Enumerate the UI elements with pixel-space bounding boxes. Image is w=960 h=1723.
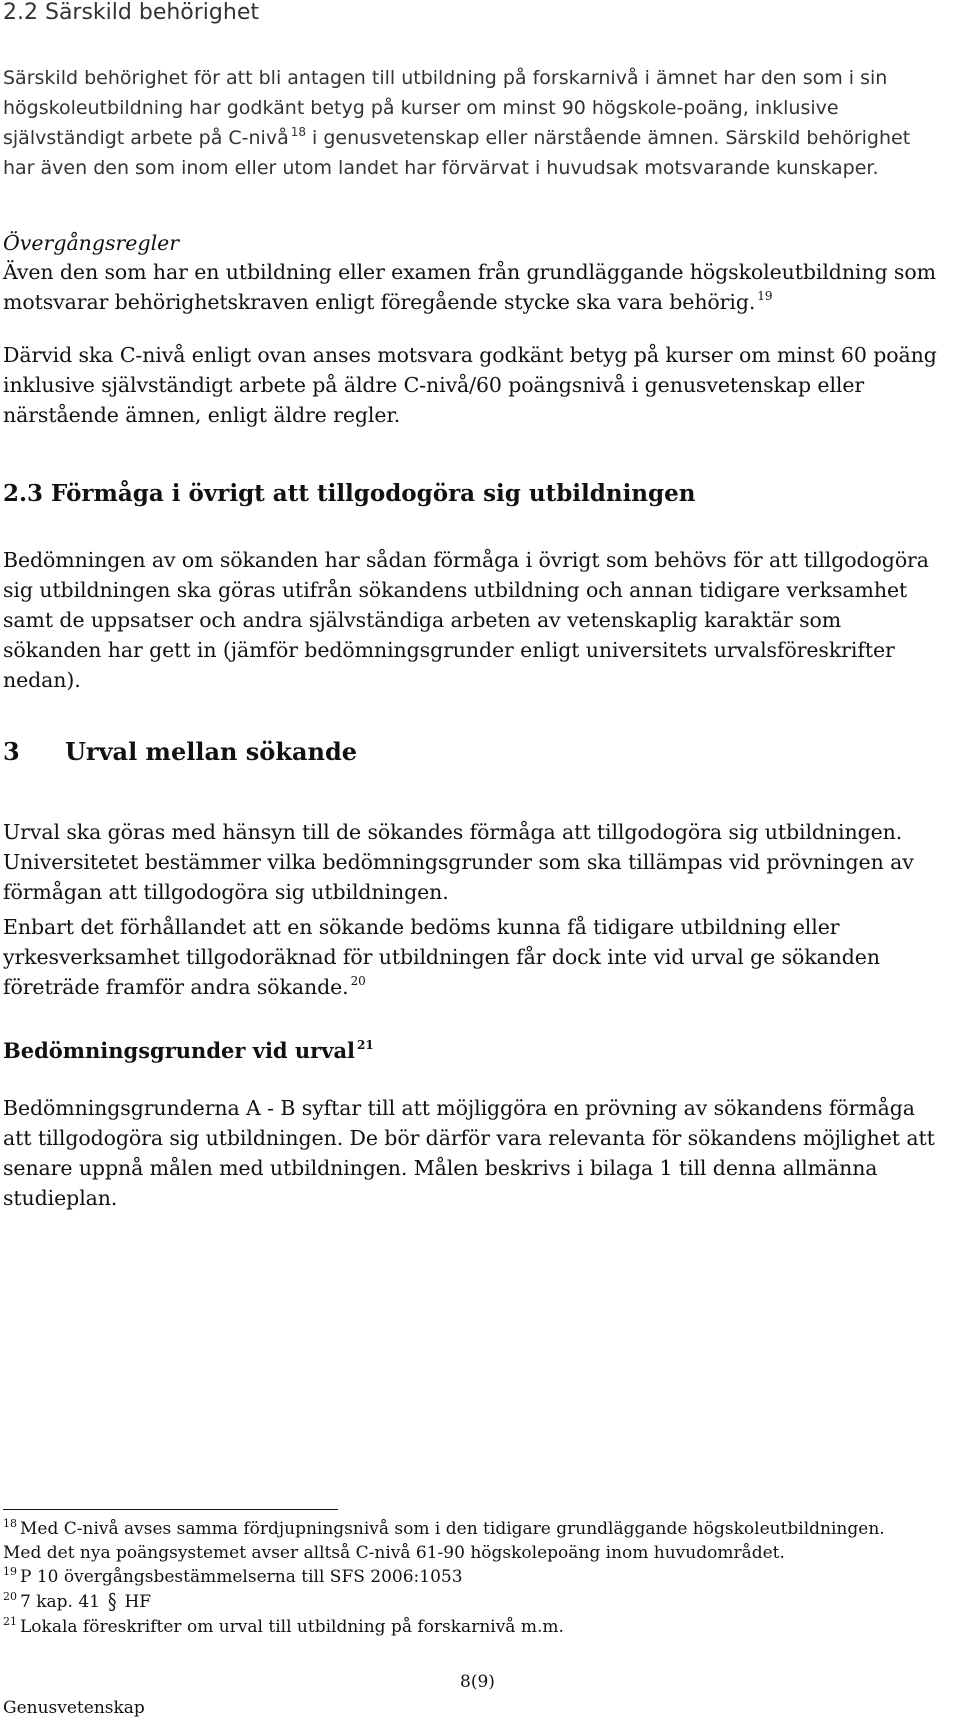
section-heading-3: [3, 736, 943, 768]
section-number: 3: [3, 737, 20, 766]
footnote-number: 21: [3, 1615, 17, 1628]
paragraph-selection: Urval ska göras med hänsyn till de sökandes förmåga att tillgodogöra sig utbildningen. Universitetet bestämmer vilka bedömningsgrunder som ska tillämpas vid prövningen av förmågan att tillgodogöra sig utbildningen.: [3, 820, 914, 904]
footnote-number: 18: [3, 1517, 17, 1530]
footnote-ref-21: 21: [357, 1038, 374, 1052]
footnote-text: P 10 övergångsbestämmelserna till SFS 2006:1053: [20, 1567, 463, 1587]
footnote-ref-18: 18: [290, 125, 307, 139]
footnote-21: [3, 1616, 943, 1638]
footnote-18-continued: [3, 1542, 943, 1564]
footnote-text: HF: [124, 1592, 152, 1612]
page-number: 8(9): [460, 1672, 495, 1692]
footnote-text: 7 kap. 41: [20, 1592, 100, 1612]
paragraph-criteria: Bedömningsgrunderna A - B syftar till att möjliggöra en prövning av sökandens förmåga att tillgodogöra sig utbildningen. De bör därför vara relevanta för sökandens möjlighet att senare uppnå målen med utbildningen. Målen beskrivs i bilaga 1 till denna allmänna studieplan.: [3, 1096, 935, 1210]
section-title: Urval mellan sökande: [65, 737, 357, 766]
paragraph-text: Särskild behörighet för att bli antagen till utbildning på forskarnivå i ämnet har den som i sin högskoleutbildning har godkänt betyg på kurser om minst 90 högskole-poäng, inklusive självständigt arbete på C-nivå: [3, 67, 888, 149]
footnote-20: [3, 1591, 943, 1613]
section-heading-2-2: 2.2 Särskild behörighet: [3, 0, 259, 25]
criteria-heading-text: Bedömningsgrunder vid urval: [3, 1038, 356, 1063]
paragraph-c-level: Därvid ska C-nivå enligt ovan anses motsvara godkänt betyg på kurser om minst 60 poäng inklusive självständigt arbete på äldre C-nivå/60 poängsnivå i genusvetenskap eller närstående ämnen, enligt äldre regler.: [3, 343, 937, 427]
paragraph-transition: [3, 257, 943, 317]
transition-rules-heading: Övergångsregler: [3, 231, 180, 255]
paragraph-special-eligibility: [3, 63, 943, 183]
paragraph-text: Enbart det förhållandet att en sökande bedöms kunna få tidigare utbildning eller yrkesverksamhet tillgodoräknad för utbildningen får dock inte vid urval ge sökanden företräde framför andra sökande.: [3, 915, 880, 999]
footnote-text: Med C-nivå avses samma fördjupningsnivå som i den tidigare grundläggande högskoleutbildningen.: [20, 1519, 885, 1539]
footnote-number: 20: [3, 1590, 17, 1603]
footnote-ref-20: 20: [350, 974, 366, 988]
footnote-divider: [3, 1509, 338, 1510]
footnote-18: [3, 1518, 943, 1540]
footnote-ref-19: 19: [757, 289, 773, 303]
criteria-heading: [3, 1036, 943, 1066]
section-symbol: §: [107, 1589, 117, 1615]
footnote-number: 19: [3, 1565, 17, 1578]
footnote-text: Med det nya poängsystemet avser alltså C-nivå 61-90 högskolepoäng inom huvudområdet.: [3, 1543, 785, 1563]
paragraph-ability-assessment: Bedömningen av om sökanden har sådan förmåga i övrigt som behövs för att tillgodogöra sig utbildningen ska göras utifrån sökandens utbildning och annan tidigare verksamhet samt de uppsatser och andra självständiga arbeten av vetenskaplig karaktär som sökanden har gett in (jämför bedömningsgrunder enligt universitets urvalsföreskrifter nedan).: [3, 548, 929, 692]
paragraph-text: Även den som har en utbildning eller examen från grundläggande högskoleutbildning som motsvarar behörighetskraven enligt föregående stycke ska vara behörig.: [3, 260, 936, 314]
footnote-19: [3, 1566, 943, 1588]
paragraph-prior-education: [3, 912, 943, 1002]
footnote-text: Lokala föreskrifter om urval till utbildning på forskarnivå m.m.: [20, 1617, 564, 1637]
footer-label: Genusvetenskap: [3, 1698, 145, 1718]
section-heading-2-3: 2.3 Förmåga i övrigt att tillgodogöra sig utbildningen: [3, 480, 696, 507]
paragraph-text: i genusvetenskap eller närstående ämnen. Särskild behörighet har även den som inom eller utom landet har förvärvat i huvudsak motsvarande kunskaper.: [3, 127, 911, 179]
